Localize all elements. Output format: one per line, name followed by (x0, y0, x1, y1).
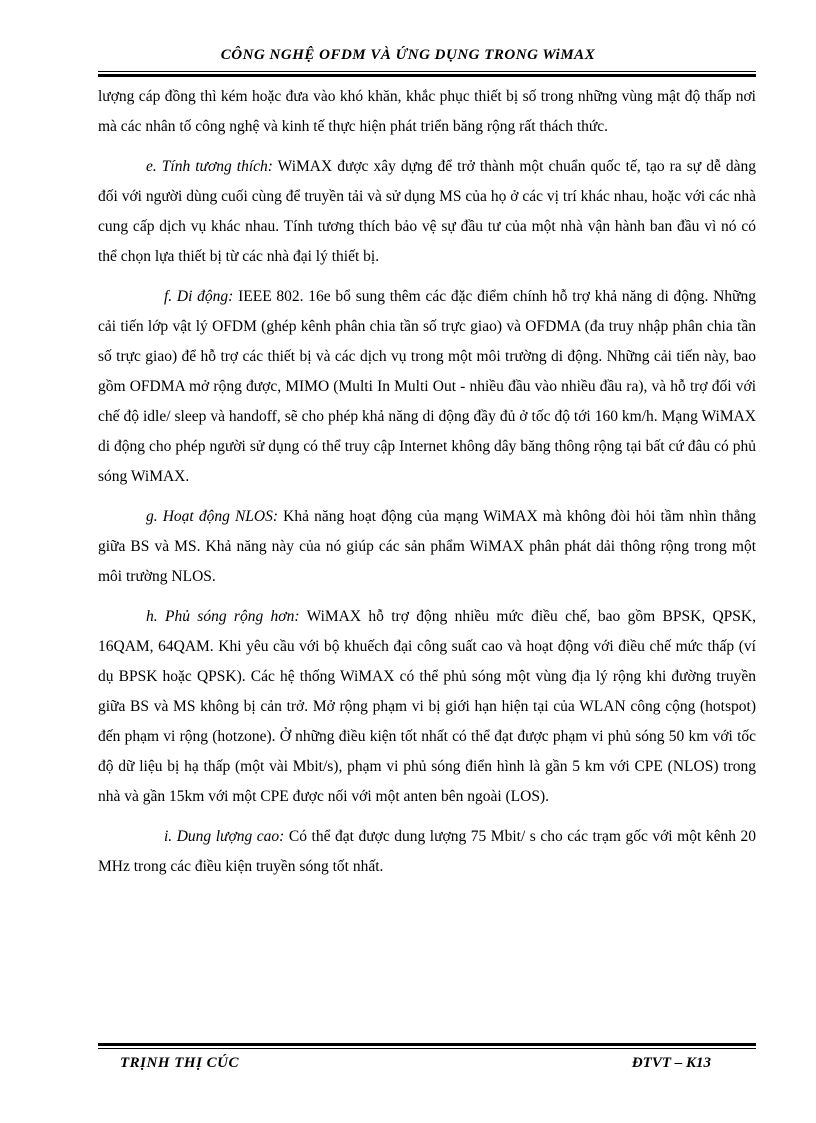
paragraph-lead: g. Hoạt động NLOS: (146, 508, 279, 525)
paragraph-lead: e. Tính tương thích: (146, 158, 273, 175)
header-rule-thick (98, 74, 756, 77)
paragraph-lead: i. Dung lượng cao: (164, 828, 285, 845)
paragraph-capacity (98, 822, 756, 882)
paragraph-text: WiMAX hỗ trợ động nhiều mức điều chế, bao gồm BPSK, QPSK, 16QAM, 64QAM. Khi yêu cầu với bộ khuếch đại công suất cao và hoạt động với điều chế mức thấp (ví dụ BPSK hoặc QPSK). Các hệ thống WiMAX có thể phủ sóng một vùng địa lý rộng khi đường truyền giữa BS và MS không bị cản trở. Mở rộng phạm vi bị giới hạn hiện tại của WLAN công cộng (hotspot) đến phạm vi rộng (hotzone). Ở những điều kiện tốt nhất có thể đạt được phạm vi phủ sóng 50 km với tốc độ dữ liệu bị hạ thấp (một vài Mbit/s), phạm vi phủ sóng điển hình là gần 5 km với CPE (NLOS) trong nhà và gần 15km với một CPE được nối với một anten bên ngoài (LOS). (98, 608, 756, 805)
header-rule-thin (98, 71, 756, 72)
footer-rule-thick (98, 1043, 756, 1046)
footer-course: ĐTVT – K13 (631, 1055, 711, 1071)
paragraph-coverage (98, 602, 756, 812)
paragraph-mobility (98, 282, 756, 492)
paragraph-continuation (98, 82, 756, 142)
paragraph-text: Có thể đạt được dung lượng 75 Mbit/ s cho các trạm gốc với một kênh 20 MHz trong các điều kiện truyền sóng tốt nhất. (98, 828, 756, 875)
footer-author: TRỊNH THỊ CÚC (120, 1055, 240, 1071)
paragraph-lead: f. Di động: (164, 288, 234, 305)
header-title: CÔNG NGHỆ OFDM VÀ ỨNG DỤNG TRONG WiMAX (220, 47, 596, 63)
paragraph-compatibility (98, 152, 756, 272)
paragraph-text: Khả năng hoạt động của mạng WiMAX mà không đòi hỏi tầm nhìn thẳng giữa BS và MS. Khả năng này của nó giúp các sản phẩm WiMAX phân phát dải thông rộng trong một môi trường NLOS. (98, 508, 756, 585)
footer-rule-thin (98, 1048, 756, 1049)
paragraph-nlos (98, 502, 756, 592)
paragraph-text: IEEE 802. 16e bổ sung thêm các đặc điểm chính hỗ trợ khả năng di động. Những cải tiến lớp vật lý OFDM (ghép kênh phân chia tần số trực giao) và OFDMA (đa truy nhập phân chia tần số trực giao) để hỗ trợ các thiết bị và các dịch vụ trong một môi trường di động. Những cải tiến này, bao gồm OFDMA mở rộng được, MIMO (Multi In Multi Out - nhiều đầu vào nhiều đầu ra), và hỗ trợ đối với chế độ idle/ sleep và handoff, sẽ cho phép khả năng di động đầy đủ ở tốc độ tới 160 km/h. Mạng WiMAX di động cho phép người sử dụng có thể truy cập Internet không dây băng thông rộng tại bất cứ đâu có phủ sóng WiMAX. (98, 288, 757, 485)
body-content (98, 82, 756, 892)
paragraph-text: WiMAX được xây dựng để trở thành một chuẩn quốc tế, tạo ra sự dễ dàng đối với người dùng cuối cùng để truyền tải và sử dụng MS của họ ở các vị trí khác nhau, hoặc với các nhà cung cấp dịch vụ khác nhau. Tính tương thích bảo vệ sự đầu tư của một nhà vận hành ban đầu vì nó có thể chọn lựa thiết bị từ các nhà đại lý thiết bị. (98, 158, 756, 265)
paragraph-text: lượng cáp đồng thì kém hoặc đưa vào khó khăn, khắc phục thiết bị số trong những vùng mật độ thấp nơi mà các nhân tố công nghệ và kinh tế thực hiện phát triển băng rộng rất thách thức. (98, 88, 756, 135)
paragraph-lead: h. Phủ sóng rộng hơn: (146, 608, 300, 625)
